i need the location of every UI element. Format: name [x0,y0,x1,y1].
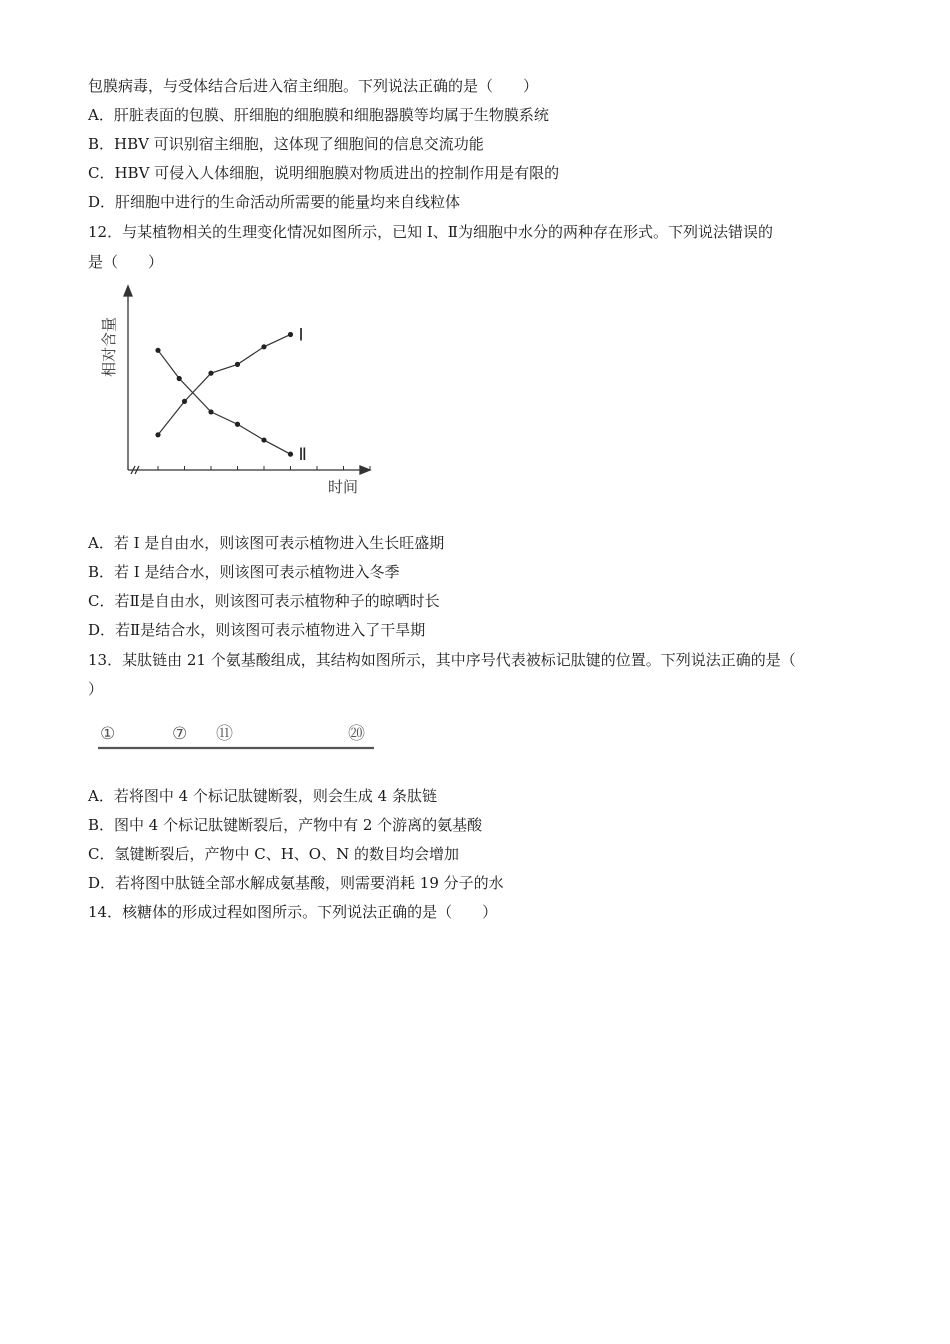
y-axis-arrow [124,286,132,296]
data-point [155,348,160,353]
q12-option-d: D．若Ⅱ是结合水，则该图可表示植物进入了干旱期 [88,621,426,639]
q11-option-d: D．肝细胞中进行的生命活动所需要的能量均来自线粒体 [88,193,461,211]
q13-option-b: B．图中 4 个标记肽键断裂后，产物中有 2 个游离的氨基酸 [88,816,483,834]
series-line-II [158,350,291,454]
data-point [177,376,182,381]
data-point [261,344,266,349]
x-axis-arrow [360,466,370,474]
data-point [235,362,240,367]
q13-stem-line2: ） [88,680,104,698]
q13-option-c: C．氢键断裂后，产物中 C、H、O、N 的数目均会增加 [88,845,459,863]
marker-7: ⑦ [172,724,188,744]
data-point [261,437,266,442]
data-point [288,332,293,337]
q12-stem-line1: 12．与某植物相关的生理变化情况如图所示，已知 I、Ⅱ为细胞中水分的两种存在形式。下列说法错误的 [88,223,773,241]
series-label-I: I [298,325,304,346]
x-axis-label: 时间 [328,478,359,496]
data-point [155,432,160,437]
q13-option-d: D．若将图中肽链全部水解成氨基酸，则需要消耗 19 分子的水 [88,874,504,892]
marker-20: ⑳ [348,724,365,744]
data-point [208,371,213,376]
data-point [235,422,240,427]
q12-option-a: A．若 I 是自由水，则该图可表示植物进入生长旺盛期 [88,534,445,552]
q11-option-c: C．HBV 可侵入人体细胞，说明细胞膜对物质进出的控制作用是有限的 [88,164,560,182]
series-line-I [158,334,291,434]
peptide-chain-diagram [96,718,381,756]
y-axis-label: 相对含量 [100,316,118,377]
q12-option-b: B．若 I 是结合水，则该图可表示植物进入冬季 [88,563,400,581]
q11-option-b: B．HBV 可识别宿主细胞，这体现了细胞间的信息交流功能 [88,135,484,153]
q13-stem-line1: 13．某肽链由 21 个氨基酸组成，其结构如图所示，其中序号代表被标记肽键的位置。下列说法正确的是（ [88,651,796,669]
q12-stem-line2: 是（ ） [88,253,164,271]
q13-option-a: A．若将图中 4 个标记肽键断裂，则会生成 4 条肽链 [88,787,437,805]
q11-stem-continuation: 包膜病毒，与受体结合后进入宿主细胞。下列说法正确的是（ ） [88,77,539,95]
data-point [288,452,293,457]
data-point [182,399,187,404]
marker-1: ① [100,724,116,744]
series-label-II: Ⅱ [298,445,307,466]
data-point [208,409,213,414]
q12-option-c: C．若Ⅱ是自由水，则该图可表示植物种子的晾晒时长 [88,592,440,610]
q12-chart [100,282,380,500]
q14-stem: 14．核糖体的形成过程如图所示。下列说法正确的是（ ） [88,903,498,921]
marker-11: ⑪ [216,724,233,744]
q11-option-a: A．肝脏表面的包膜、肝细胞的细胞膜和细胞器膜等均属于生物膜系统 [88,106,549,124]
